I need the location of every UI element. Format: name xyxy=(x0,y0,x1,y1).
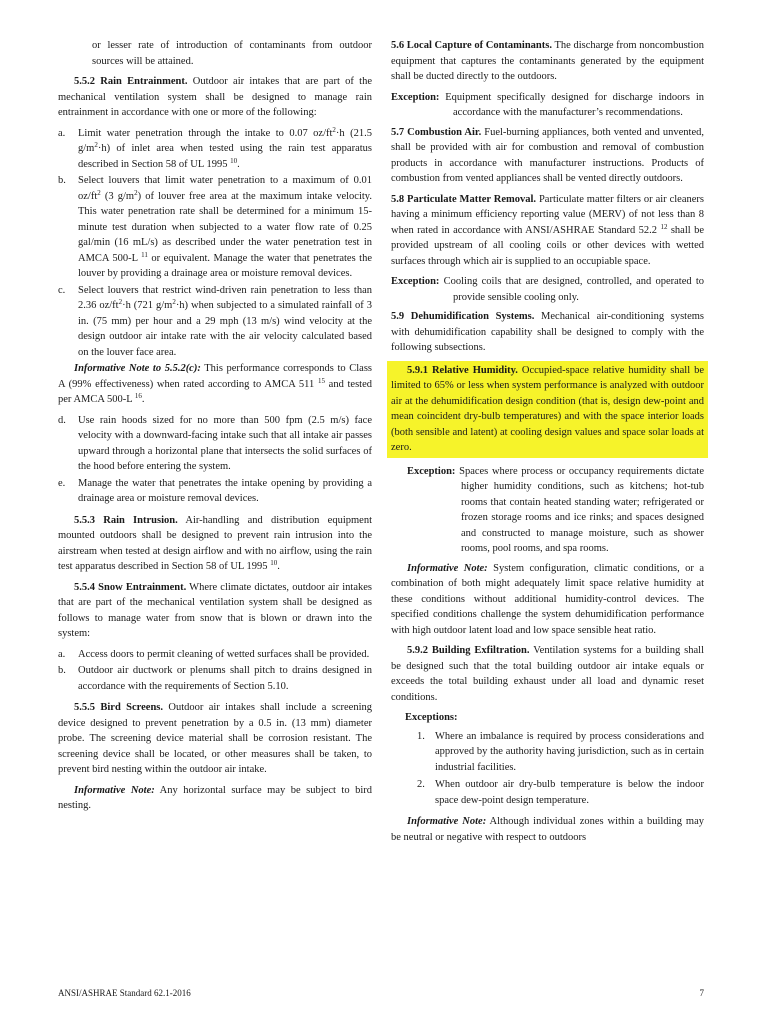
exception: Exception: Cooling coils that are designed, controlled, and operated to provide sensible cooling only. xyxy=(391,276,704,303)
left-column xyxy=(58,38,372,819)
right-column xyxy=(391,38,704,850)
list-item: 1. Where an imbalance is required by process considerations and approved by the authority having jurisdiction, such as in certain industrial facilities. xyxy=(417,730,704,773)
list-item: b. Outdoor air ductwork or plenums shall pitch to drains designed in accordance with the requirements of Section 5.10. xyxy=(58,665,372,692)
list-item: a. Access doors to permit cleaning of wetted surfaces shall be provided. xyxy=(58,648,370,660)
section-5-6: 5.6 Local Capture of Contaminants. The discharge from noncombustion equipment that captures the contaminants generated by the equipment shall be ducted directly to the outdoors. xyxy=(391,40,704,82)
section-5-5-3: 5.5.3 Rain Intrusion. Air-handling and distribution equipment mounted outdoors shall be designed to prevent rain intrusion into the airstream when tested at design airflow and with no airflow, using the rain test apparatus described in Section 58 of UL 1995 $^{10}$. xyxy=(58,514,372,572)
section-heading: 5.9.1 Relative Humidity. xyxy=(407,364,518,376)
section-heading: 5.5.4 Snow Entrainment. xyxy=(74,581,187,593)
list-item: c. Select louvers that restrict wind-driven rain penetration to less than 2.36 $oz/ft^2\cdot h$ (721 $g/m^2\cdot h$) when subjected to a simulated rainfall of 3 in. (75 mm) per hour and a 29 mph (13 m/s) wind velocity at the design outdoor air intake rate with the air velocity calculated based on the louver face area. xyxy=(58,284,373,358)
section-heading: 5.5.2 Rain Entrainment. xyxy=(74,76,188,87)
exceptions-heading: Exceptions: xyxy=(405,712,458,723)
section-5-5-2: 5.5.2 Rain Entrainment. Outdoor air intakes that are part of the mechanical ventilation system shall be designed to manage rain entrainment in accordance with one or more of the following: xyxy=(58,76,372,118)
section-5-9: 5.9 Dehumidification Systems. Mechanical air-conditioning systems with dehumidification capability shall be designed to comply with the following subsections. xyxy=(391,311,704,353)
list-item: b. Select louvers that limit water penetration to a maximum of 0.01 $oz/ft^2$ (3 $g/m^2$) of louver free area at the maximum intake velocity. This water penetration rate shall be determined for a minimum 15-minute test duration when subjected to a water flow rate of 0.25 gal/min (16 mL/s) as described under the water penetration test in AMCA 500-L $^{11}$ or equivalent. Manage the water that penetrates the louver by providing a drainage area or moisture removal devices. xyxy=(58,175,372,279)
informative-note: Informative Note: Although individual zones within a building may be neutral or negative with respect to outdoors xyxy=(391,816,704,843)
footer-standard-name: ANSI/ASHRAE Standard 62.1-2016 xyxy=(58,988,191,998)
section-heading: 5.5.3 Rain Intrusion. xyxy=(74,514,178,526)
section-heading: 5.9 Dehumidification Systems. xyxy=(391,311,535,322)
informative-note: Informative Note: Any horizontal surface may be subject to bird nesting. xyxy=(58,784,372,811)
page-number: 7 xyxy=(699,988,704,998)
section-5-7: 5.7 Combustion Air. Fuel-burning appliances, both vented and unvented, shall be provided with air for combustion and removal of combustion products in accordance with manufacturer instructions. Products of combustion from vented appliances shall be vented directly outdoors. xyxy=(391,126,705,184)
section-heading: 5.7 Combustion Air. xyxy=(391,126,482,138)
section-heading: 5.6 Local Capture of Contaminants. xyxy=(391,40,552,51)
list-item: 2. When outdoor air dry-bulb temperature is below the indoor space dew-point design temperature. xyxy=(417,779,704,806)
section-heading: 5.9.2 Building Exfiltration. xyxy=(407,645,530,656)
section-5-9-2: 5.9.2 Building Exfiltration. Ventilation systems for a building shall be designed such that the total building outdoor air intake equals or exceeds the total building exhaust under all load and dynamic reset conditions. xyxy=(391,645,704,703)
section-heading: 5.5.5 Bird Screens. xyxy=(74,702,163,713)
list-item: e. Manage the water that penetrates the intake opening by providing a drainage area or moisture removal devices. xyxy=(58,477,372,504)
exception: Exception: Spaces where process or occupancy requirements dictate higher humidity conditions, such as kitchens; hot-tub rooms that contain heated standing water; refrigerated or frozen storage rooms and ice rinks; and spaces designed and constructed to manage moisture, such as shower rooms, pool rooms, and spa rooms. xyxy=(407,465,704,554)
list-item: d. Use rain hoods sized for no more than 500 fpm (2.5 m/s) face velocity with a downward-facing intake such that all intake air passes upward through a horizontal plane that intersects the solid surfaces of the hood before entering the system. xyxy=(58,414,372,472)
exception: Exception: Equipment specifically designed for discharge indoors in accordance with the manufacturer’s recommendations. xyxy=(391,91,704,118)
paragraph-continuation: or lesser rate of introduction of contaminants from outdoor sources will be attained. xyxy=(92,40,372,67)
list-item: a. Limit water penetration through the intake to 0.07 $oz/ft^2\cdot h$ (21.5 $g/m^2\cdot h$) of inlet area when tested using the rain test apparatus described in Section 58 of UL 1995 $^{10}$. xyxy=(58,125,372,170)
section-5-5-4: 5.5.4 Snow Entrainment. Where climate dictates, outdoor air intakes that are part of the mechanical ventilation system shall be designed as follows to manage water from snow that is blown or drawn into the system: xyxy=(58,581,372,639)
section-5-8: 5.8 Particulate Matter Removal. Particulate matter filters or air cleaners having a minimum efficiency reporting value (MERV) of not less than 8 when rated in accordance with ANSI/ASHRAE Standard 52.2 $^{12}$ shall be provided upstream of all cooling coils or other devices with wetted surfaces through which air is supplied to an occupiable space. xyxy=(391,193,704,267)
informative-note: Informative Note: System configuration, climatic conditions, or a combination of both might adequately limit space relative humidity at these conditions without additional humidity-control devices. The specified conditions challenge the system dehumidification performance with high outdoor latent load and low space sensible heat ratio. xyxy=(391,562,704,636)
section-5-5-5: 5.5.5 Bird Screens. Outdoor air intakes shall include a screening device designed to prevent penetration by a 0.5 in. (13 mm) diameter probe. The screening device material shall be corrosion resistant. The screening device shall be located, or other measures shall be taken, to prevent bird nesting within the outdoor air intake. xyxy=(58,702,372,775)
informative-note: Informative Note to 5.5.2(c): This performance corresponds to Class A (99% effectiveness) when rated according to AMCA 511 $^{15}$ and tested per AMCA 500-L $^{16}$. xyxy=(58,363,372,405)
section-heading: 5.8 Particulate Matter Removal. xyxy=(391,193,537,205)
highlighted-section-5-9-1: 5.9.1 Relative Humidity. Occupied-space relative humidity shall be limited to 65% or less when system performance is analyzed with outdoor air at the dehumidification design condition (that is, design dew-point and mean coincident dry-bulb temperatures) and with the space interior loads (both sensible and latent) at cooling design values and space solar loads at zero. xyxy=(387,361,708,458)
